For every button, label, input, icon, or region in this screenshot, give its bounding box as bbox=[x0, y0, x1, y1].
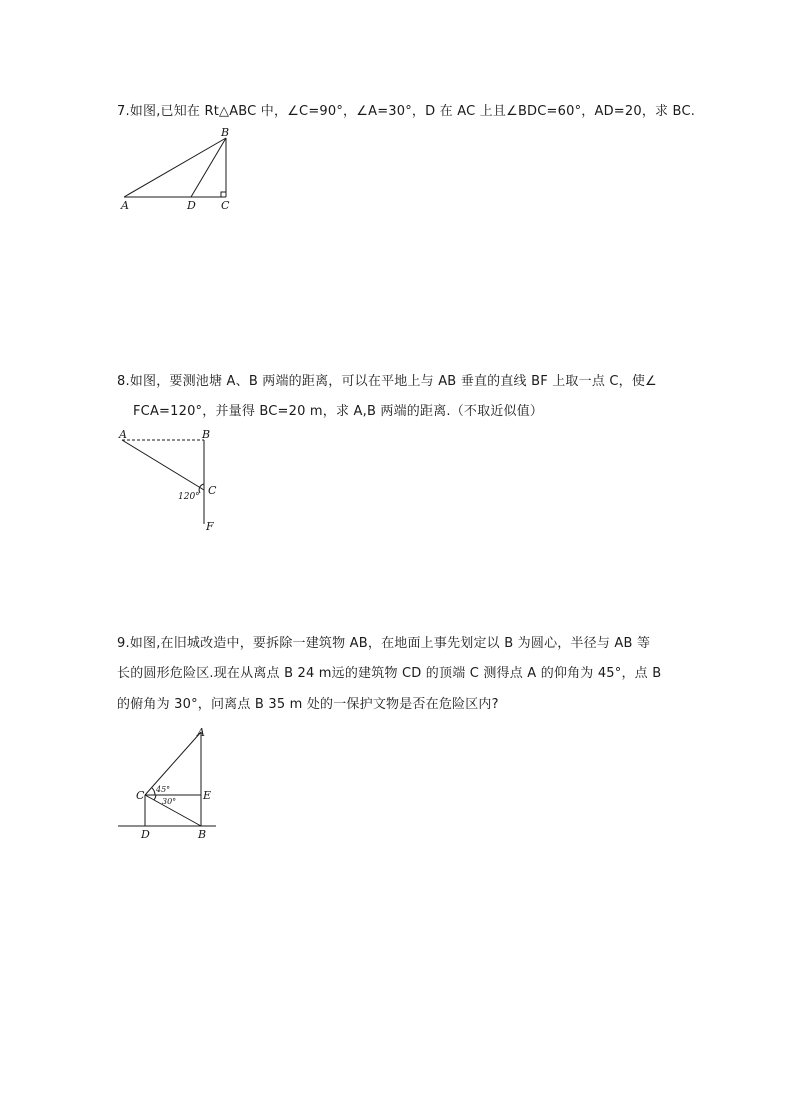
label-c: C bbox=[136, 789, 145, 802]
label-b: B bbox=[198, 828, 207, 841]
problem-9-text-line-1: 9.如图,在旧城改造中，要拆除一建筑物 AB，在地面上事先划定以 B 为圆心，半径与 AB 等 bbox=[117, 636, 651, 651]
label-c: C bbox=[221, 199, 230, 212]
angle-label-45: 45° bbox=[156, 785, 171, 794]
right-angle-mark bbox=[221, 192, 226, 197]
label-c: C bbox=[208, 484, 217, 497]
problem-8-figure bbox=[112, 424, 232, 540]
label-e: E bbox=[203, 789, 212, 802]
angle-arc-45 bbox=[152, 788, 155, 795]
label-a: A bbox=[197, 726, 205, 739]
label-d: D bbox=[141, 828, 150, 841]
angle-arc-30 bbox=[154, 795, 156, 800]
label-a: A bbox=[121, 199, 129, 212]
problem-9-figure bbox=[112, 722, 232, 848]
problem-8-text-line-2: FCA=120°，并量得 BC=20 m，求 A,B 两端的距离.（不取近似值） bbox=[133, 404, 544, 419]
segment-bd bbox=[191, 138, 226, 197]
angle-label-30: 30° bbox=[162, 797, 177, 806]
problem-7-figure bbox=[110, 122, 250, 218]
label-a: A bbox=[119, 428, 127, 441]
label-d: D bbox=[187, 199, 196, 212]
problem-9-text-line-3: 的俯角为 30°，问离点 B 35 m 处的一保护文物是否在危险区内? bbox=[117, 697, 499, 712]
angle-label-120: 120° bbox=[178, 492, 200, 502]
problem-7-text: 7.如图,已知在 Rt△ABC 中，∠C=90°，∠A=30°，D 在 AC 上且∠BDC=60°，AD=20，求 BC. bbox=[117, 104, 696, 119]
segment-ac bbox=[122, 440, 204, 490]
label-f: F bbox=[206, 520, 214, 533]
segment-ab bbox=[124, 138, 226, 197]
label-b: B bbox=[221, 126, 230, 139]
problem-8-text-line-1: 8.如图，要测池塘 A、B 两端的距离，可以在平地上与 AB 垂直的直线 BF 上取一点 C，使∠ bbox=[117, 374, 657, 389]
label-b: B bbox=[202, 428, 211, 441]
segment-ca bbox=[145, 732, 201, 795]
problem-9-text-line-2: 长的圆形危险区.现在从离点 B 24 m远的建筑物 CD 的顶端 C 测得点 A 的仰角为 45°，点 B bbox=[117, 666, 662, 681]
